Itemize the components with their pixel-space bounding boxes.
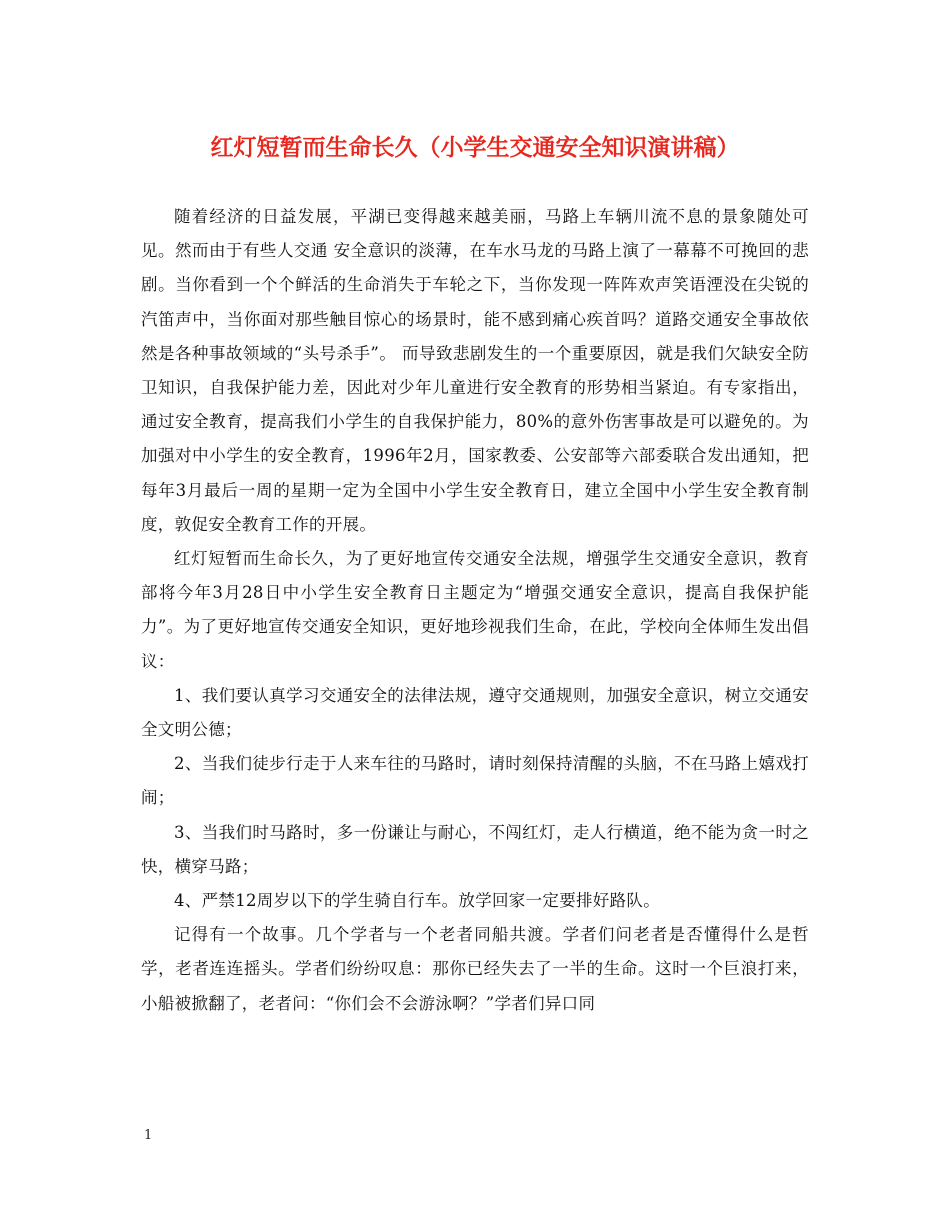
paragraph-item-2: 2、当我们徒步行走于人来车往的马路时，请时刻保持清醒的头脑，不在马路上嬉戏打闹； bbox=[141, 754, 809, 808]
paragraph-item-4: 4、严禁12周岁以下的学生骑自行车。放学回家一定要排好路队。 bbox=[174, 891, 660, 911]
paragraph-initiative: 红灯短暂而生命长久，为了更好地宣传交通安全法规，增强学生交通安全意识，教育部将今年3月28日中小学生安全教育日主题定为“增强交通安全意识，提高自我保护能力”。为了更好地宣传交通安全知识，更好地珍视我们生命，在此，学校向全体师生发出倡议： bbox=[141, 549, 809, 671]
paragraph-item-3: 3、当我们时马路时，多一份谦让与耐心，不闯红灯，走人行横道，绝不能为贪一时之快，横穿马路； bbox=[141, 822, 809, 876]
document-body bbox=[141, 200, 809, 1021]
paragraph-intro: 随着经济的日益发展，平湖已变得越来越美丽，马路上车辆川流不息的景象随处可见。然而由于有些人交通 安全意识的淡薄，在车水马龙的马路上演了一幕幕不可挽回的悲剧。当你看到一个个鲜活的生命消失于车轮之下，当你发现一阵阵欢声笑语湮没在尖锐的汽笛声中，当你面对那些触目惊心的场景时，能不感到痛心疾首吗？道路交通安全事故依然是各种事故领域的“头号杀手”。 而导致悲剧发生的一个重要原因，就是我们欠缺安全防卫知识，自我保护能力差，因此对少年儿童进行安全教育的形势相当紧迫。有专家指出，通过安全教育，提高我们小学生的自我保护能力，80%的意外伤害事故是可以避免的。为加强对中小学生的安全教育，1996年2月，国家教委、公安部等六部委联合发出通知，把每年3月最后一周的星期一定为全国中小学生安全教育日，建立全国中小学生安全教育制度，敦促安全教育工作的开展。 bbox=[141, 207, 809, 534]
paragraph-story: 记得有一个故事。几个学者与一个老者同船共渡。学者们问老者是否懂得什么是哲学，老者连连摇头。学者们纷纷叹息：那你已经失去了一半的生命。这时一个巨浪打来，小船被掀翻了，老者问：“你们会不会游泳啊？”学者们异口同 bbox=[141, 925, 809, 1013]
page-number: 1 bbox=[144, 1128, 153, 1143]
paragraph-item-1: 1、我们要认真学习交通安全的法律法规，遵守交通规则，加强安全意识，树立交通安全文明公德； bbox=[141, 685, 809, 740]
document-title: 红灯短暂而生命长久（小学生交通安全知识演讲稿） bbox=[210, 135, 740, 161]
